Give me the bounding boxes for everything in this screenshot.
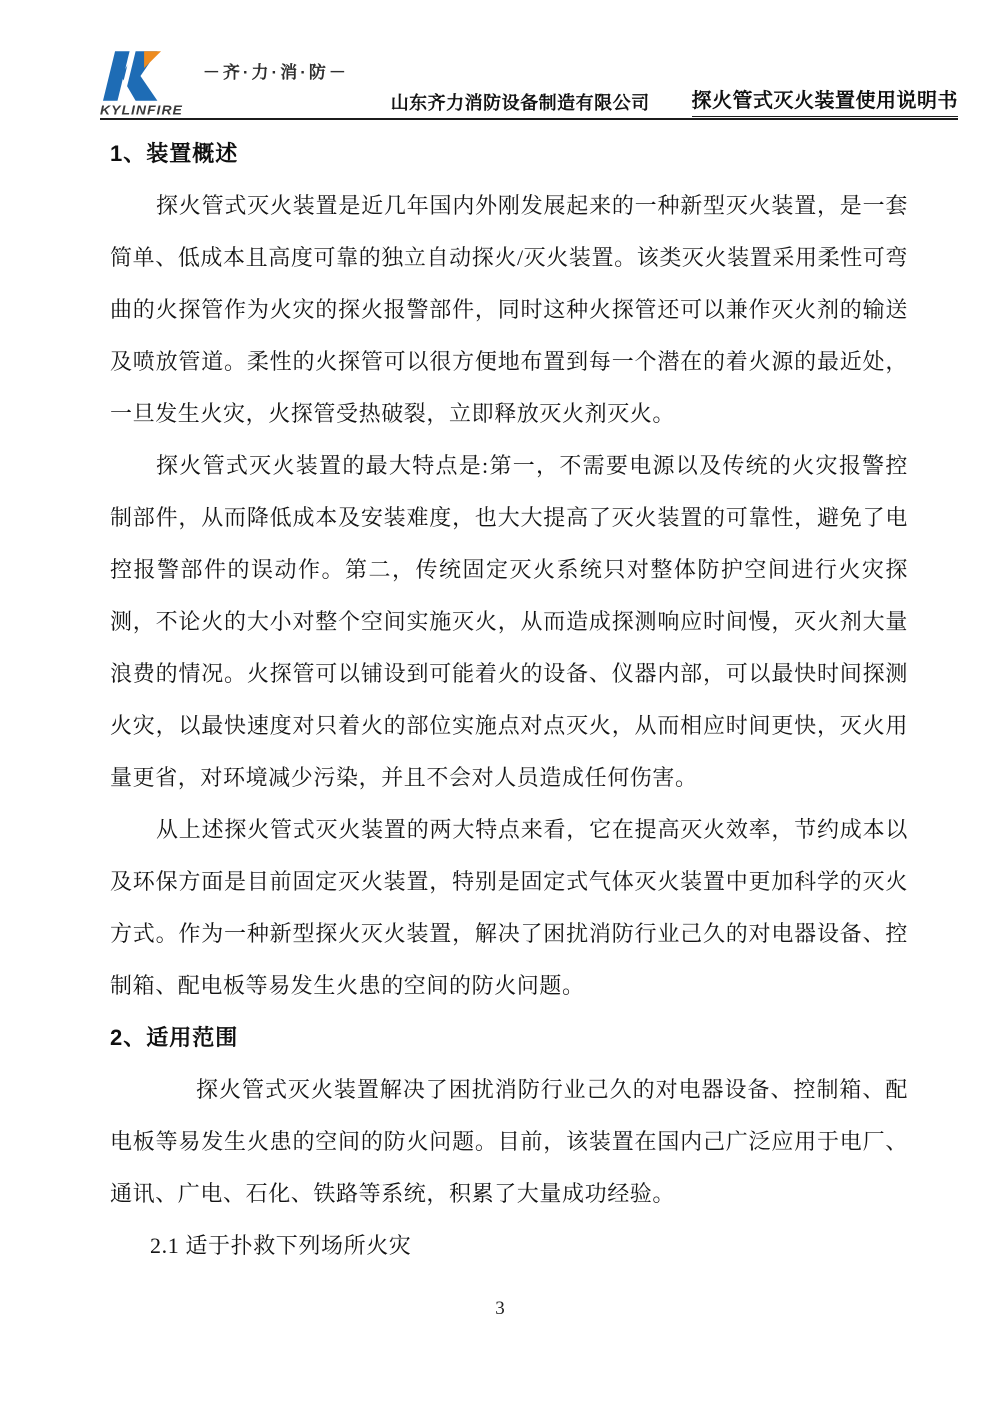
page-number: 3 [495, 1298, 505, 1319]
company-name: 山东齐力消防设备制造有限公司 [390, 93, 650, 113]
section2-heading: 2、适用范围 [110, 1025, 239, 1050]
company-logo [100, 50, 349, 117]
page-header [100, 38, 958, 120]
section1-paragraph-2: 探火管式灭火装置的最大特点是:第一，不需要电源以及传统的火灾报警控制部件，从而降低成本及安装难度，也大大提高了灭火装置的可靠性，避免了电控报警部件的误动作。第二，传统固定灭火系统只对整体防护空间进行火灾探测，不论火的大小对整个空间实施灭火，从而造成探测响应时间慢，灭火剂大量浪费的情况。火探管可以铺设到可能着火的设备、仪器内部，可以最快时间探测火灾，以最快速度对只着火的部位实施点对点灭火，从而相应时间更快，灭火用量更省，对环境减少污染，并且不会对人员造成任何伤害。 [110, 453, 908, 790]
section2-paragraph-1: 探火管式灭火装置解决了困扰消防行业己久的对电器设备、控制箱、配电板等易发生火患的空间的防火问题。目前，该装置在国内己广泛应用于电厂、通讯、广电、石化、铁路等系统，积累了大量成功经验。 [110, 1077, 908, 1206]
section1-paragraph-1: 探火管式灭火装置是近几年国内外刚发展起来的一种新型灭火装置，是一套简单、低成本且高度可靠的独立自动探火/灭火装置。该类灭火装置采用柔性可弯曲的火探管作为火灾的探火报警部件，同时这种火探管还可以兼作灭火剂的输送及喷放管道。柔性的火探管可以很方便地布置到每一个潜在的着火源的最近处，一旦发生火灾，火探管受热破裂，立即释放灭火剂灭火。 [110, 193, 908, 426]
logo-column [100, 50, 183, 117]
page-footer [0, 1298, 1000, 1320]
section1-paragraph-3: 从上述探火管式灭火装置的两大特点来看，它在提高灭火效率，节约成本以及环保方面是目前固定灭火装置，特别是固定式气体灭火装置中更加科学的灭火方式。作为一种新型探火灭火装置，解决了困扰消防行业己久的对电器设备、控制箱、配电板等易发生火患的空间的防火问题。 [110, 817, 908, 998]
section1-heading: 1、装置概述 [110, 141, 239, 166]
brand-wordmark: KYLINFIRE [100, 102, 183, 118]
document-title: 探火管式灭火装置使用说明书 [692, 84, 959, 117]
kylinfire-k-logo-icon [100, 50, 164, 102]
document-body [110, 128, 908, 1272]
brand-tagline: －齐·力·消·防－ [202, 63, 349, 82]
logo-orange-triangle [144, 51, 161, 68]
section2-subheading: 2.1 适于扑救下列场所火灾 [150, 1233, 412, 1258]
